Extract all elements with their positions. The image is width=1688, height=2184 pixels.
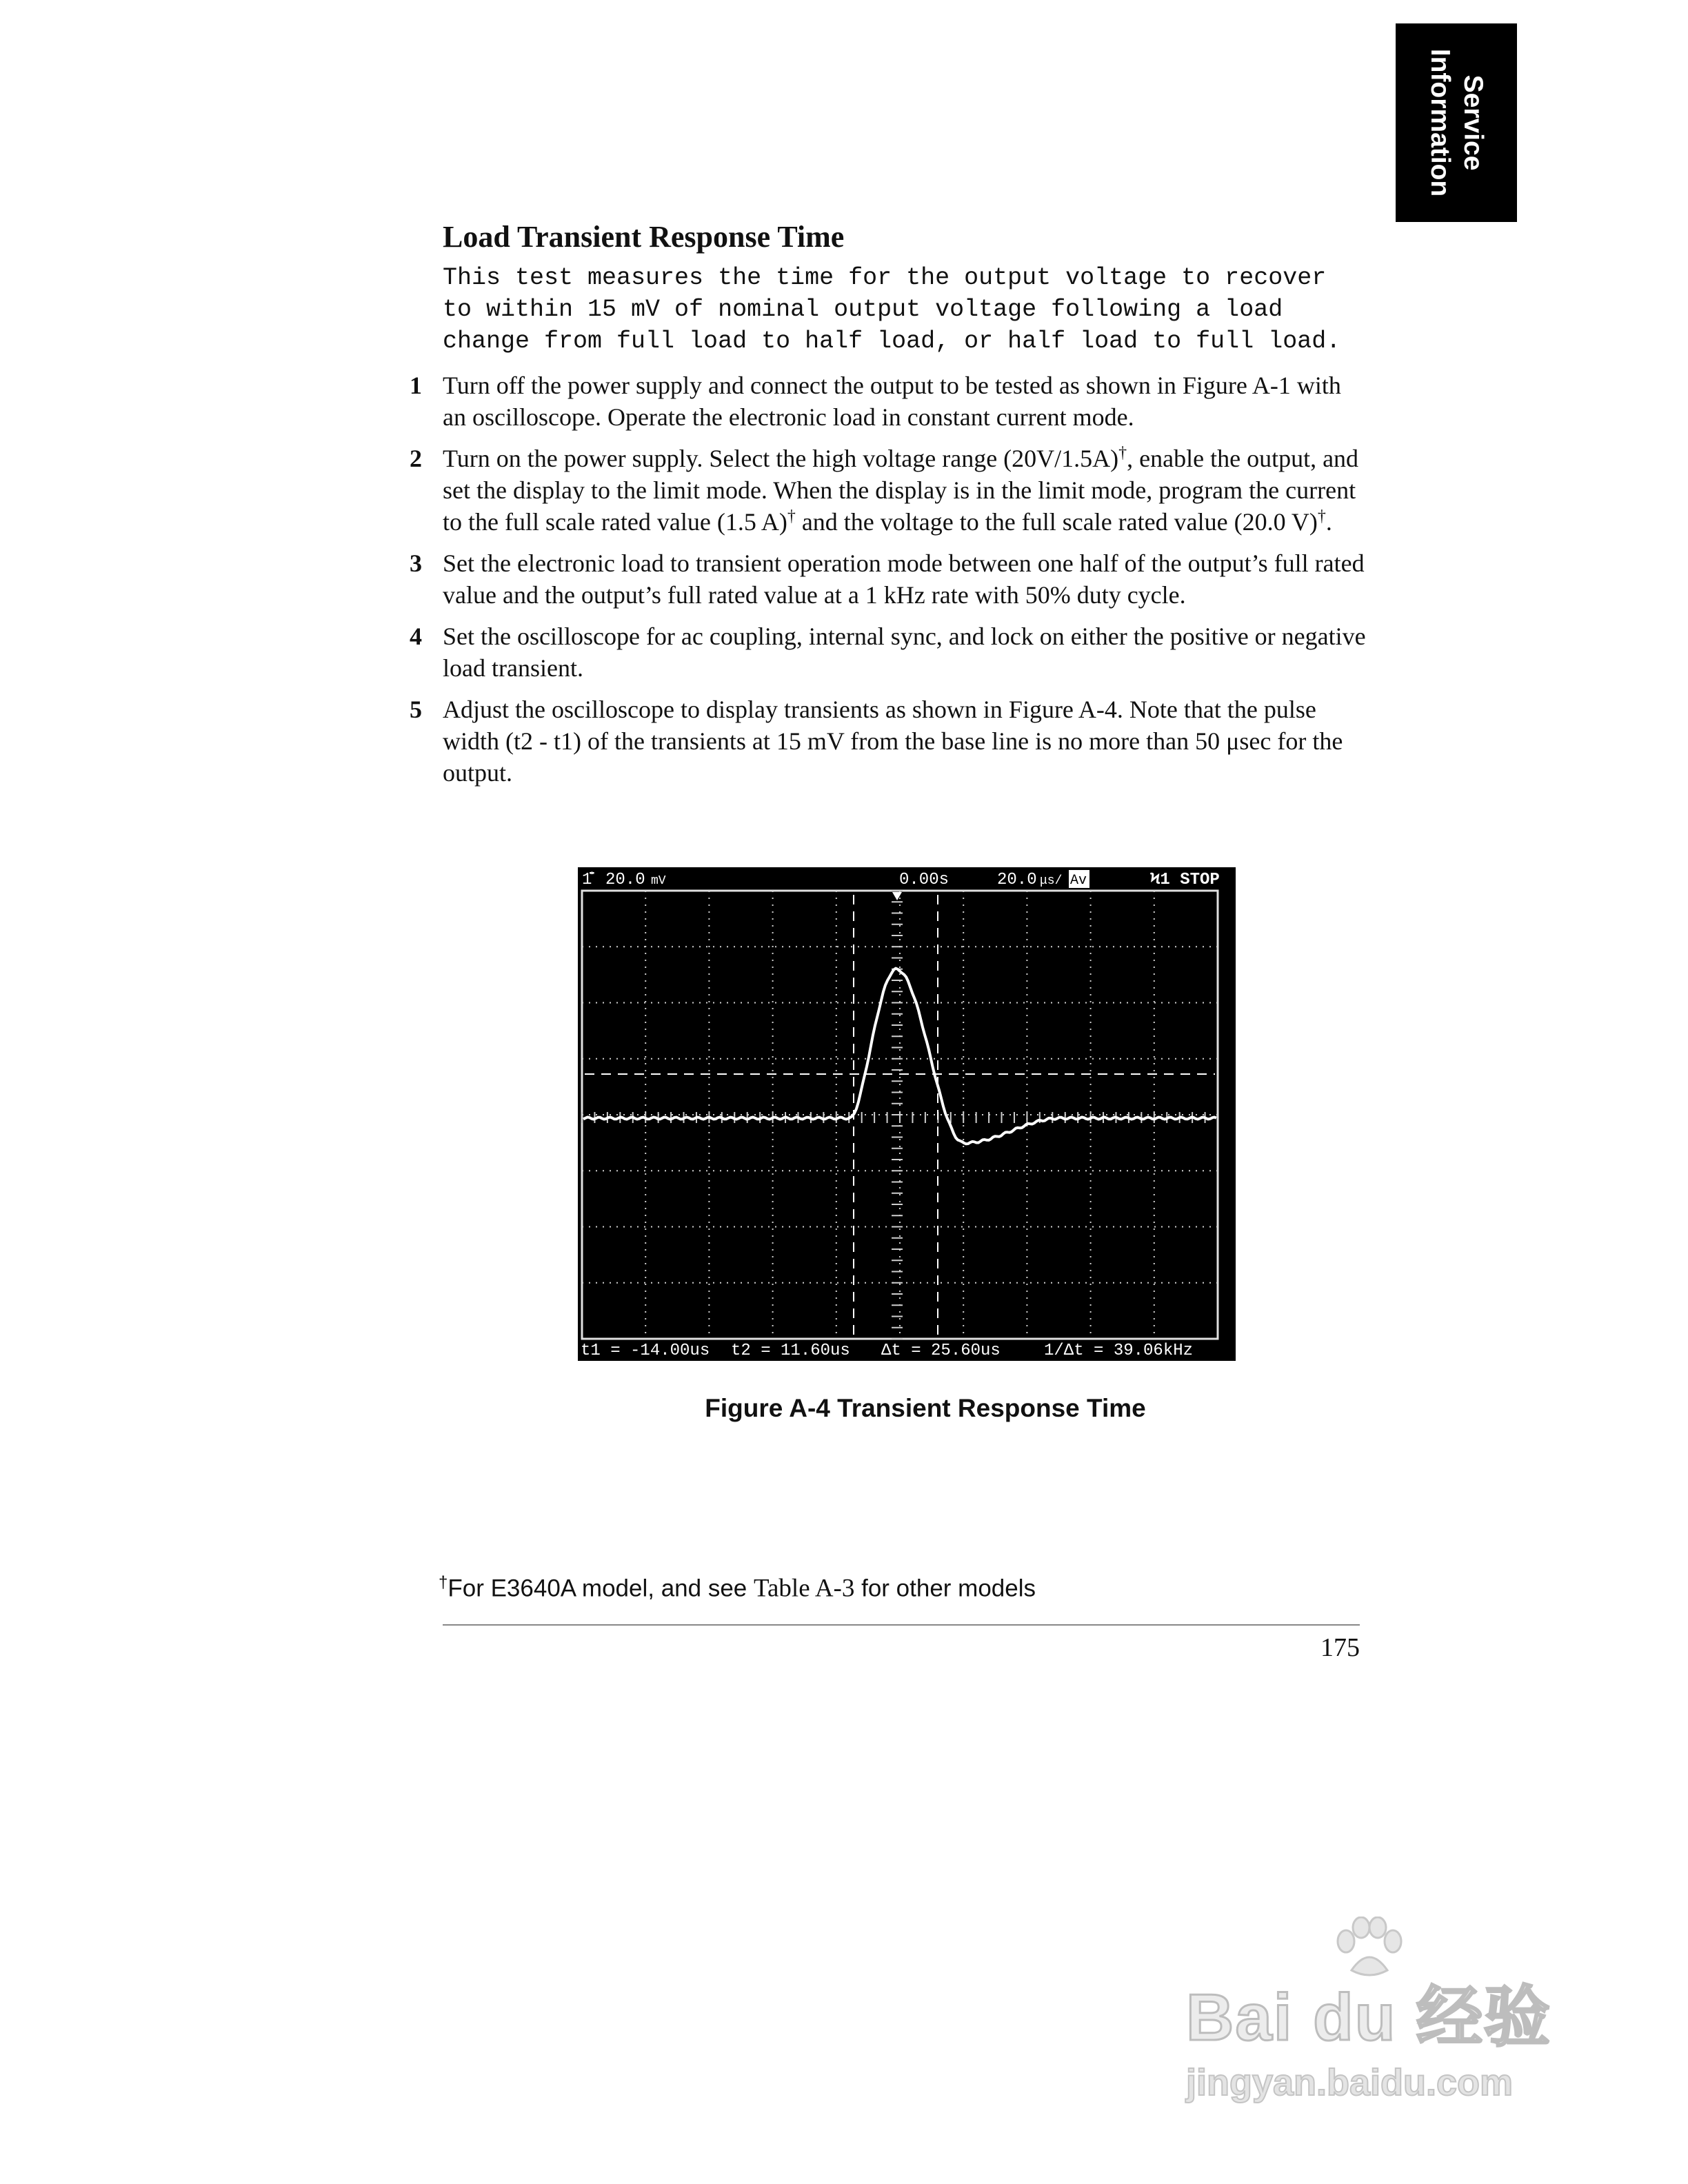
footnote [439, 1573, 1036, 1604]
side-tab-line2: Information [1425, 48, 1455, 197]
intro-paragraph: This test measures the time for the output voltage to recover to within 15 mV of nominal output voltage following a load change from full load to half load, or half load to full load. [443, 264, 1341, 355]
step-text: Set the electronic load to transient operation mode between one half of the output’s full rated value and the output’s full rated value at a 1 kHz rate with 50% duty cycle. [443, 549, 1365, 609]
scope-inv-dt-readout: 1/Δt = 39.06kHz [1044, 1342, 1194, 1360]
procedure-steps [410, 370, 1368, 798]
page-number: 175 [1320, 1633, 1360, 1662]
figure-caption: Figure A-4 Transient Response Time [705, 1394, 1146, 1422]
step-text-d: . [1325, 508, 1332, 536]
watermark-brand: Bai du 经验 [1186, 1981, 1552, 2054]
footer-rule [443, 1624, 1360, 1626]
step-5 [410, 694, 1368, 789]
step-number: 2 [410, 445, 422, 472]
footnote-table-ref[interactable]: Table A-3 [753, 1574, 855, 1603]
scope-t1-readout: t1 = -14.00us [581, 1342, 710, 1360]
step-text: Set the oscilloscope for ac coupling, internal sync, and lock on either the positive or negative load transient. [443, 623, 1366, 682]
scope-dt-readout: Δt = 25.60us [881, 1342, 1001, 1360]
step-4 [410, 620, 1368, 684]
step-2 [410, 443, 1368, 538]
step-1 [410, 370, 1368, 433]
step-number: 3 [410, 549, 422, 577]
watermark-url: jingyan.baidu.com [1186, 2062, 1514, 2103]
dagger-mark: † [1317, 507, 1326, 525]
dagger-mark: † [787, 507, 796, 525]
step-text-a: Turn on the power supply. Select the high voltage range (20V/1.5A) [443, 445, 1119, 472]
footnote-pre: For E3640A model, and see [448, 1575, 754, 1602]
scope-time-offset: 0.00s [899, 871, 950, 889]
side-tab-line1: Service [1458, 74, 1488, 171]
step-text: Turn off the power supply and connect the output to be tested as shown in Figure A-1 with an oscilloscope. Operate the electronic load in constant current mode. [443, 372, 1341, 431]
baidu-watermark [1186, 1917, 1572, 2123]
step-text-b: , enable the output, and set the display to the limit mode. When the display is in the limit mode, program the current to the full scale rated value (1.5 A) [443, 445, 1359, 536]
step-number: 1 [410, 372, 422, 399]
step-3 [410, 547, 1368, 611]
scope-volts-unit: mV [651, 874, 666, 888]
scope-time-per-div: 20.0 [997, 871, 1037, 889]
step-number: 4 [410, 623, 422, 650]
footnote-dagger: † [439, 1573, 448, 1592]
scope-t2-readout: t2 = 11.60us [731, 1342, 850, 1360]
oscilloscope-display [578, 867, 1236, 1361]
scope-volts-per-div: 20.0 [605, 871, 645, 889]
footnote-post: for other models [854, 1575, 1036, 1602]
step-number: 5 [410, 696, 422, 723]
step-text: Adjust the oscilloscope to display transients as shown in Figure A-4. Note that the pulse width (t2 - t1) of the transients at 15 mV from the base line is no more than 50 μsec for the output. [443, 696, 1343, 787]
section-side-tab [1396, 23, 1517, 222]
scope-channel: 1̑̆ [582, 871, 592, 889]
step-text-c: and the voltage to the full scale rated value (20.0 V) [795, 508, 1318, 536]
scope-trigger-status: Ϟ1 STOP [1150, 871, 1220, 889]
scope-time-unit: μs/ [1040, 874, 1063, 888]
scope-av-label: Av [1070, 873, 1087, 889]
section-title: Load Transient Response Time [443, 220, 845, 254]
dagger-mark: † [1118, 444, 1127, 462]
oscilloscope-screenshot [578, 867, 1236, 1361]
